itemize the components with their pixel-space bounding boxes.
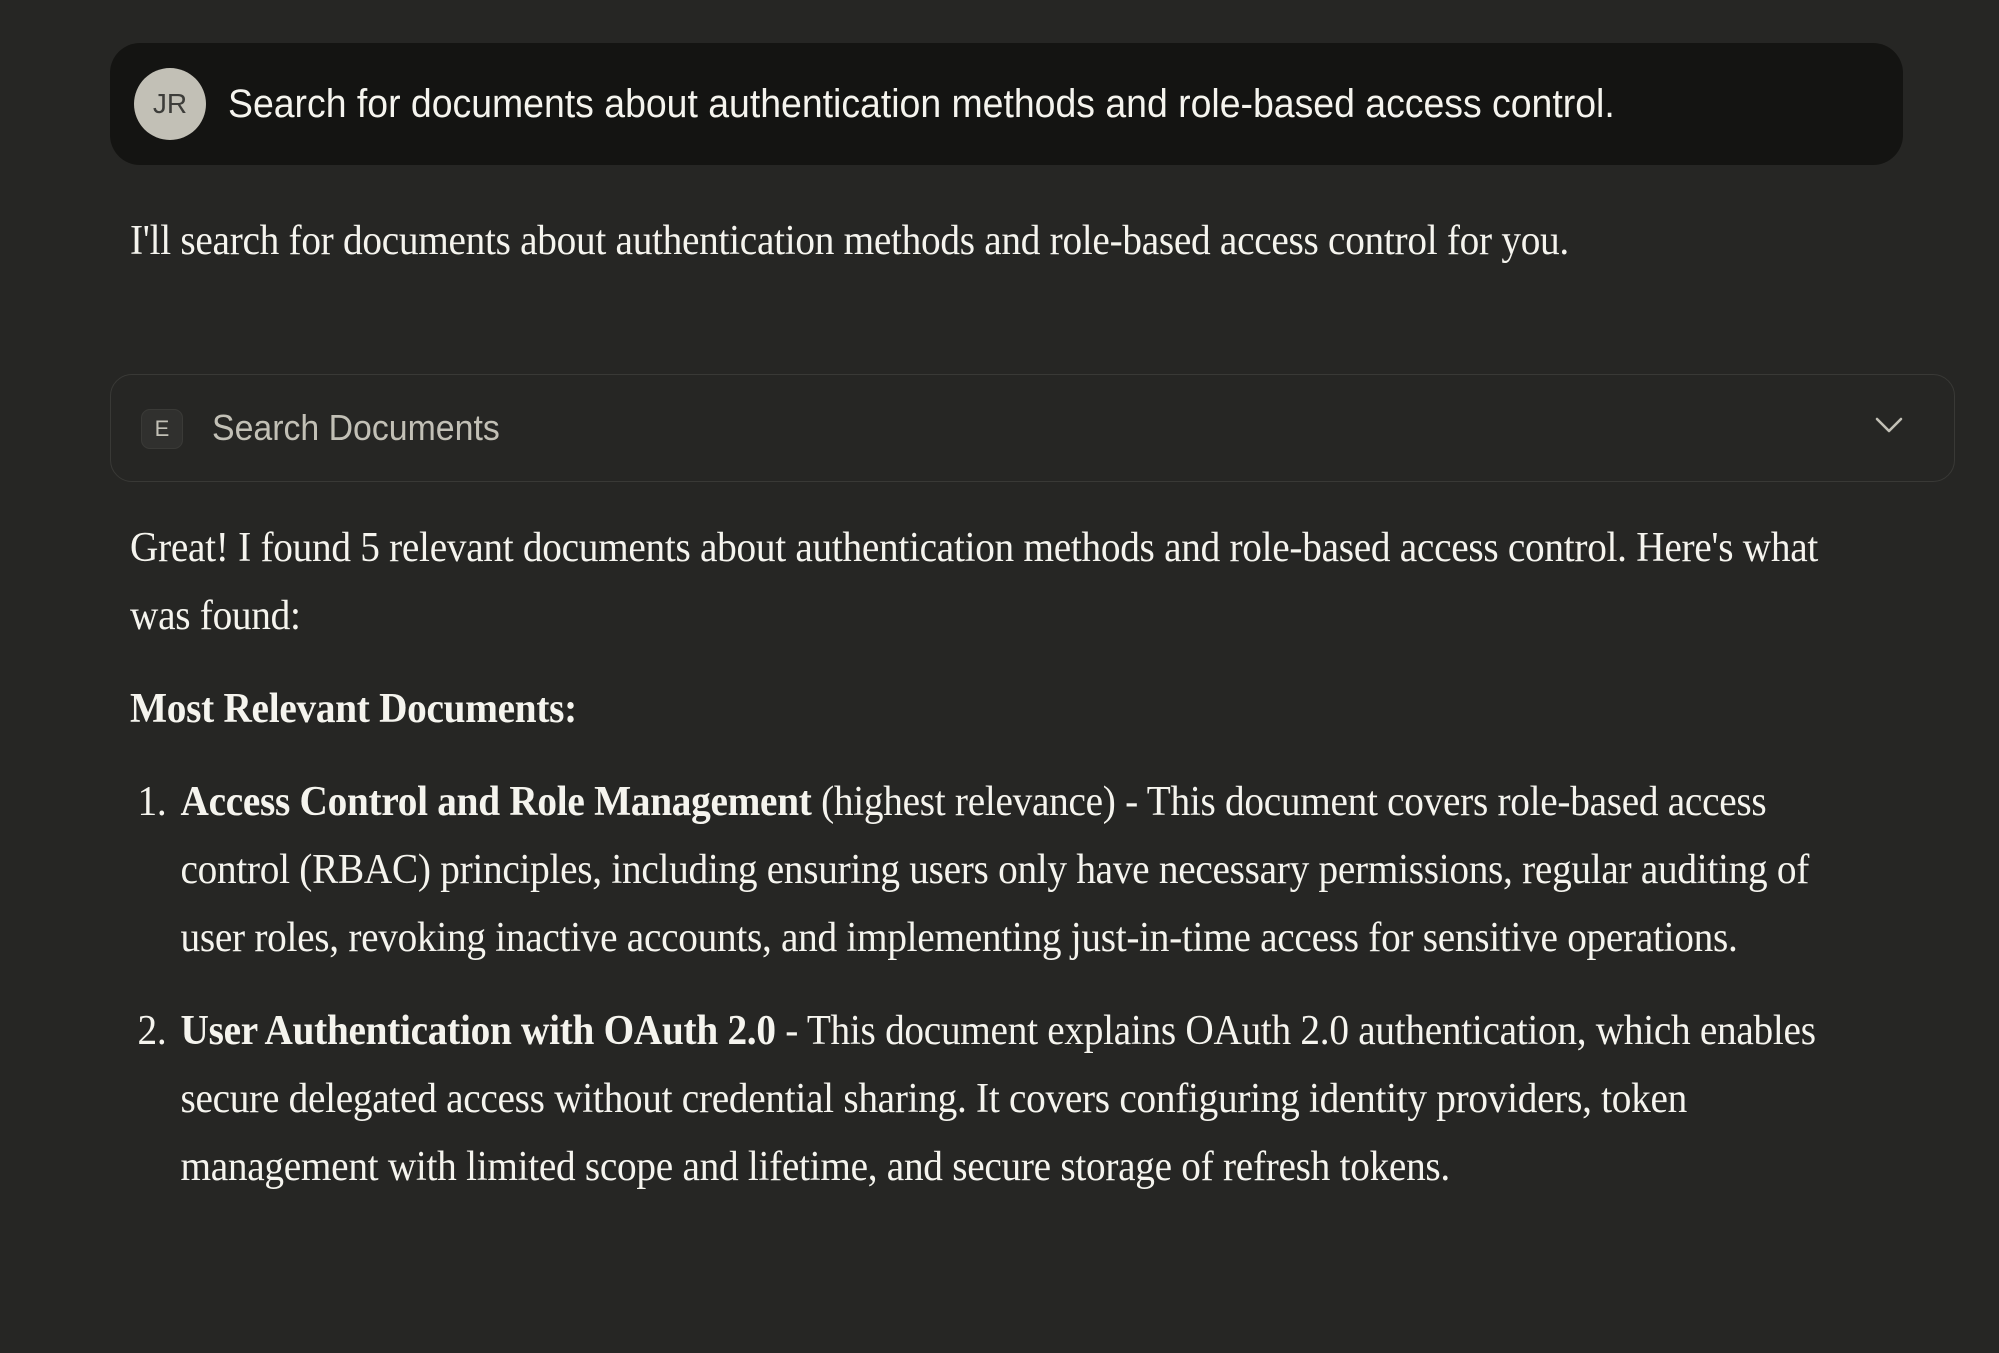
list-item (130, 768, 1850, 972)
chevron-down-icon[interactable] (1874, 413, 1904, 437)
tool-call-search-documents[interactable] (110, 374, 1955, 482)
document-title: Access Control and Role Management (180, 779, 812, 825)
avatar (134, 68, 206, 140)
document-list (130, 768, 1850, 1226)
assistant-intro-text: I'll search for documents about authentication methods and role-based access control for you. (130, 218, 1569, 264)
assistant-summary-text: Great! I found 5 relevant documents about authentication methods and role-based access control. Here's what was found: (130, 525, 1818, 639)
user-message-text: Search for documents about authentication methods and role-based access control. (228, 82, 1615, 126)
avatar-initials: JR (152, 88, 188, 119)
section-heading: Most Relevant Documents: (130, 686, 577, 732)
document-title: User Authentication with OAuth 2.0 (180, 1008, 776, 1054)
tool-call-label: Search Documents (212, 407, 500, 448)
tool-badge-icon (141, 409, 183, 449)
document-description: - This document explains OAuth 2.0 authentication, which enables secure delegated access without credential sharing. It covers configuring identity providers, token management with limited scope and lifetime, and secure storage of refresh tokens. (180, 1008, 1816, 1190)
user-message-bubble (110, 43, 1903, 165)
list-item-number: 1. (137, 779, 167, 825)
document-description: - This document covers role-based access control (RBAC) principles, including ensuring users only have necessary permissions, regular auditing of user roles, revoking inactive accounts, and implementing just-in-time access for sensitive operations. (180, 779, 1810, 961)
list-item-number: 2. (137, 1008, 167, 1054)
list-item (130, 997, 1850, 1201)
document-qualifier: (highest relevance) (811, 779, 1116, 825)
tool-badge-letter: E (154, 416, 170, 441)
